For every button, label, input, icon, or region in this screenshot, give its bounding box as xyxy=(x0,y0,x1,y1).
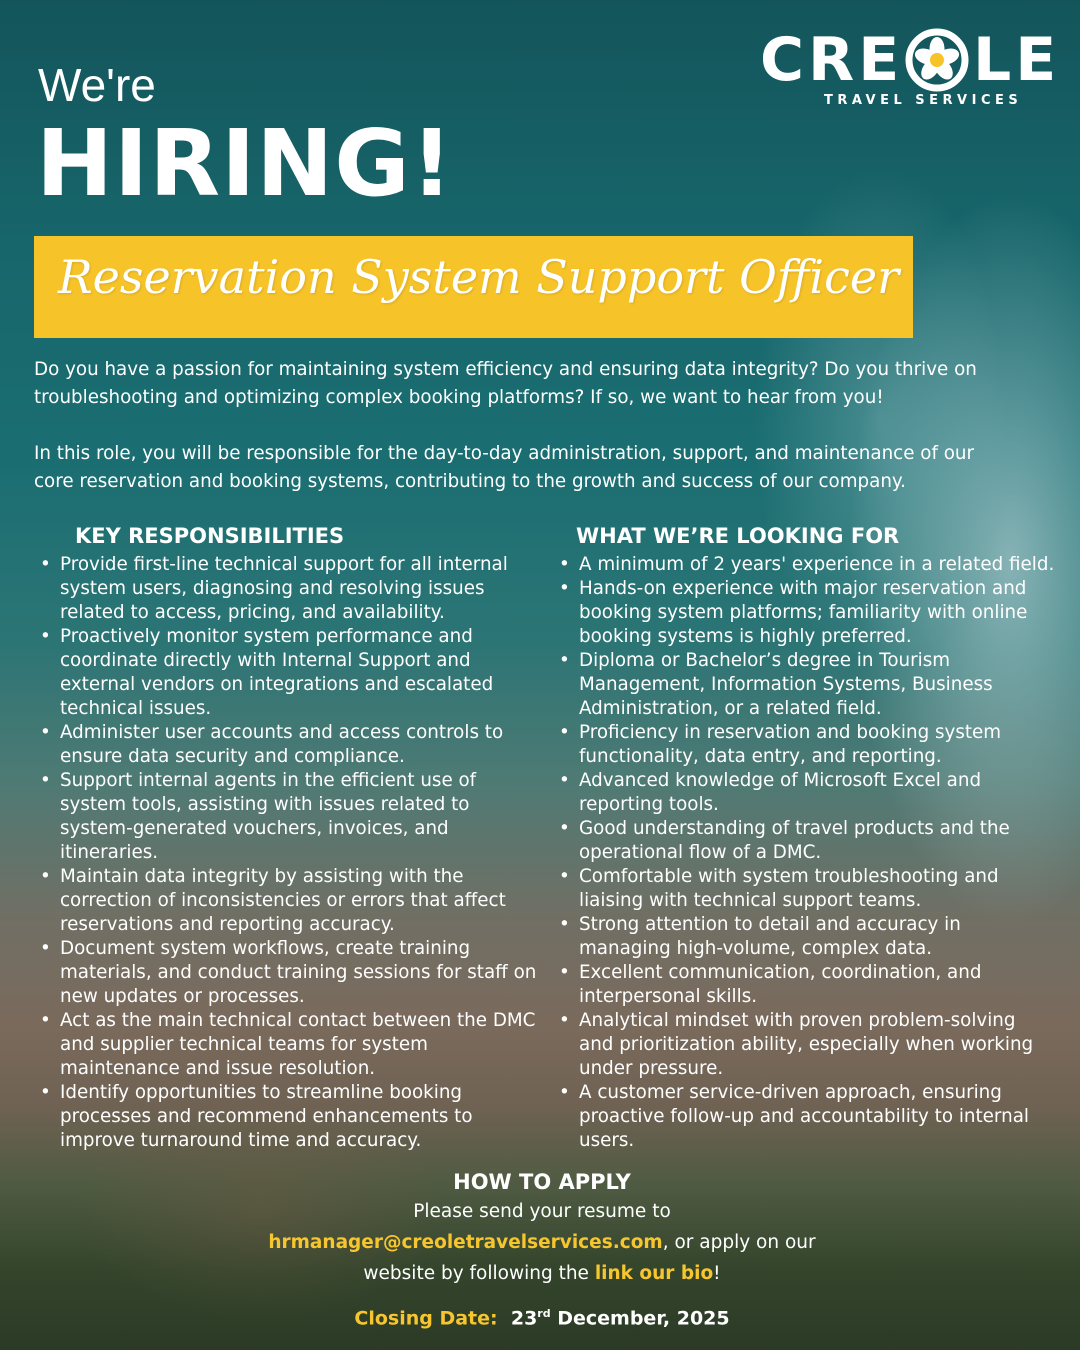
responsibilities-item xyxy=(34,721,554,769)
requirements-item-line: operational flow of a DMC. xyxy=(579,842,822,863)
apply-heading: HOW TO APPLY xyxy=(453,1170,631,1194)
responsibilities-item-line: materials, and conduct training sessions for staff on xyxy=(60,962,537,983)
responsibilities-item xyxy=(34,625,554,721)
requirements-item-line: • Analytical mindset with proven problem-solving xyxy=(579,1010,1016,1031)
responsibilities-item-line: related to access, pricing, and availability. xyxy=(60,602,445,623)
responsibilities-item-line: • Provide first-line technical support for all internal xyxy=(60,554,508,575)
job-title-banner xyxy=(34,236,913,338)
requirements-item-line: managing high-volume, complex data. xyxy=(579,938,933,959)
requirements-list xyxy=(553,553,1073,1153)
apply-line-3-end: ! xyxy=(713,1263,721,1284)
requirements-item-line: liaising with technical support teams. xyxy=(579,890,922,911)
header-were: We're xyxy=(38,59,156,111)
apply-section xyxy=(0,1168,1080,1333)
responsibilities-item-line: reservations and reporting accuracy. xyxy=(60,914,395,935)
apply-line-1: Please send your resume to xyxy=(413,1201,671,1222)
requirements-item-line: • Excellent communication, coordination, and xyxy=(579,962,982,983)
logo-text-start: CRE xyxy=(760,25,904,95)
company-logo xyxy=(760,25,1061,110)
requirements-item xyxy=(553,913,1073,961)
requirements-item-line: • Advanced knowledge of Microsoft Excel and xyxy=(579,770,982,791)
requirements-item-line: • A customer service-driven approach, ensuring xyxy=(579,1082,1002,1103)
apply-line-3 xyxy=(0,1258,1080,1289)
responsibilities-item-line: external vendors on integrations and escalated xyxy=(60,674,494,695)
apply-email-link[interactable]: hrmanager@creoletravelservices.com xyxy=(268,1232,663,1253)
requirements-item xyxy=(553,769,1073,817)
responsibilities-item-line: technical issues. xyxy=(60,698,212,719)
requirements-item-line: • Hands-on experience with major reservation and xyxy=(579,578,1027,599)
requirements-item-line: functionality, data entry, and reporting. xyxy=(579,746,942,767)
responsibilities-item-line: coordinate directly with Internal Support and xyxy=(60,650,471,671)
responsibilities-item-line: itineraries. xyxy=(60,842,159,863)
requirements-item xyxy=(553,865,1073,913)
responsibilities-item-line: • Document system workflows, create training xyxy=(60,938,471,959)
closing-date-day: 23 xyxy=(510,1307,538,1330)
responsibilities-item xyxy=(34,769,554,865)
requirements-item-line: proactive follow-up and accountability to internal xyxy=(579,1106,1029,1127)
responsibilities-item-line: • Proactively monitor system performance and xyxy=(60,626,473,647)
requirements-item xyxy=(553,577,1073,649)
responsibilities-list xyxy=(34,553,554,1153)
requirements-item-line: • A minimum of 2 years' experience in a related field. xyxy=(579,554,1055,575)
logo-text-end: LE xyxy=(973,25,1061,95)
closing-date-label: Closing Date: xyxy=(354,1307,498,1330)
responsibilities-item-line: • Act as the main technical contact between the DMC xyxy=(60,1010,536,1031)
requirements-item-line: and prioritization ability, especially when working xyxy=(579,1034,1034,1055)
requirements-item xyxy=(553,961,1073,1009)
responsibilities-item xyxy=(34,1081,554,1153)
responsibilities-item-line: system-generated vouchers, invoices, and xyxy=(60,818,449,839)
closing-date xyxy=(0,1299,1080,1333)
responsibilities-item-line: correction of inconsistencies or errors that affect xyxy=(60,890,506,911)
responsibilities-item xyxy=(34,865,554,937)
requirements-item-line: reporting tools. xyxy=(579,794,719,815)
responsibilities-item-line: • Support internal agents in the efficient use of xyxy=(60,770,477,791)
responsibilities-item xyxy=(34,553,554,625)
requirements-item-line: booking systems is highly preferred. xyxy=(579,626,912,647)
requirements-item xyxy=(553,817,1073,865)
requirements-heading: WHAT WE’RE LOOKING FOR xyxy=(576,524,900,548)
closing-date-rest: December, 2025 xyxy=(550,1307,730,1330)
header-hiring: HIRING! xyxy=(36,110,454,217)
responsibilities-item-line: • Identify opportunities to streamline booking xyxy=(60,1082,463,1103)
responsibilities-item-line: • Administer user accounts and access controls to xyxy=(60,722,504,743)
intro-paragraph-1 xyxy=(34,356,1034,412)
requirements-item xyxy=(553,1081,1073,1153)
apply-line-3-text: website by following the xyxy=(363,1263,595,1284)
responsibilities-item-line: system tools, assisting with issues related to xyxy=(60,794,470,815)
intro-p2-line: core reservation and booking systems, contributing to the growth and success of our company. xyxy=(34,471,906,492)
requirements-item xyxy=(553,553,1073,577)
plumeria-flower-icon xyxy=(903,26,971,94)
intro-p1-line: troubleshooting and optimizing complex booking platforms? If so, we want to hear from you! xyxy=(34,387,884,408)
responsibilities-item-line: • Maintain data integrity by assisting with the xyxy=(60,866,464,887)
responsibilities-item-line: system users, diagnosing and resolving issues xyxy=(60,578,485,599)
job-title: Reservation System Support Officer xyxy=(58,250,900,304)
responsibilities-item xyxy=(34,1009,554,1081)
intro-paragraph-2 xyxy=(34,440,1034,496)
requirements-item-line: Administration, or a related field. xyxy=(579,698,882,719)
requirements-item-line: users. xyxy=(579,1130,635,1151)
responsibilities-heading: KEY RESPONSIBILITIES xyxy=(75,524,345,548)
requirements-item xyxy=(553,649,1073,721)
bio-link[interactable]: link our bio xyxy=(594,1263,714,1284)
requirements-item xyxy=(553,721,1073,769)
requirements-item-line: • Good understanding of travel products and the xyxy=(579,818,1010,839)
requirements-item-line: interpersonal skills. xyxy=(579,986,758,1007)
responsibilities-item-line: maintenance and issue resolution. xyxy=(60,1058,376,1079)
intro-p1-line: Do you have a passion for maintaining system efficiency and ensuring data integrity? Do you thrive on xyxy=(34,359,977,380)
requirements-item xyxy=(553,1009,1073,1081)
responsibilities-item-line: ensure data security and compliance. xyxy=(60,746,405,767)
requirements-item-line: • Proficiency in reservation and booking system xyxy=(579,722,1002,743)
requirements-item-line: booking system platforms; familiarity with online xyxy=(579,602,1028,623)
closing-date-suffix: rd xyxy=(537,1307,551,1320)
requirements-item-line: • Comfortable with system troubleshooting and xyxy=(579,866,999,887)
logo-subtitle: TRAVEL SERVICES xyxy=(824,93,1023,108)
responsibilities-item-line: new updates or processes. xyxy=(60,986,305,1007)
responsibilities-item-line: improve turnaround time and accuracy. xyxy=(60,1130,422,1151)
requirements-item-line: Management, Information Systems, Business xyxy=(579,674,993,695)
apply-line-2 xyxy=(0,1227,1080,1258)
responsibilities-item xyxy=(34,937,554,1009)
requirements-item-line: • Strong attention to detail and accuracy in xyxy=(579,914,961,935)
requirements-item-line: under pressure. xyxy=(579,1058,724,1079)
responsibilities-item-line: processes and recommend enhancements to xyxy=(60,1106,473,1127)
requirements-item-line: • Diploma or Bachelor’s degree in Tourism xyxy=(579,650,951,671)
responsibilities-item-line: and supplier technical teams for system xyxy=(60,1034,428,1055)
intro-p2-line: In this role, you will be responsible for the day-to-day administration, support, and maintenance of our xyxy=(34,443,974,464)
apply-line-2-text: , or apply on our xyxy=(662,1232,816,1253)
